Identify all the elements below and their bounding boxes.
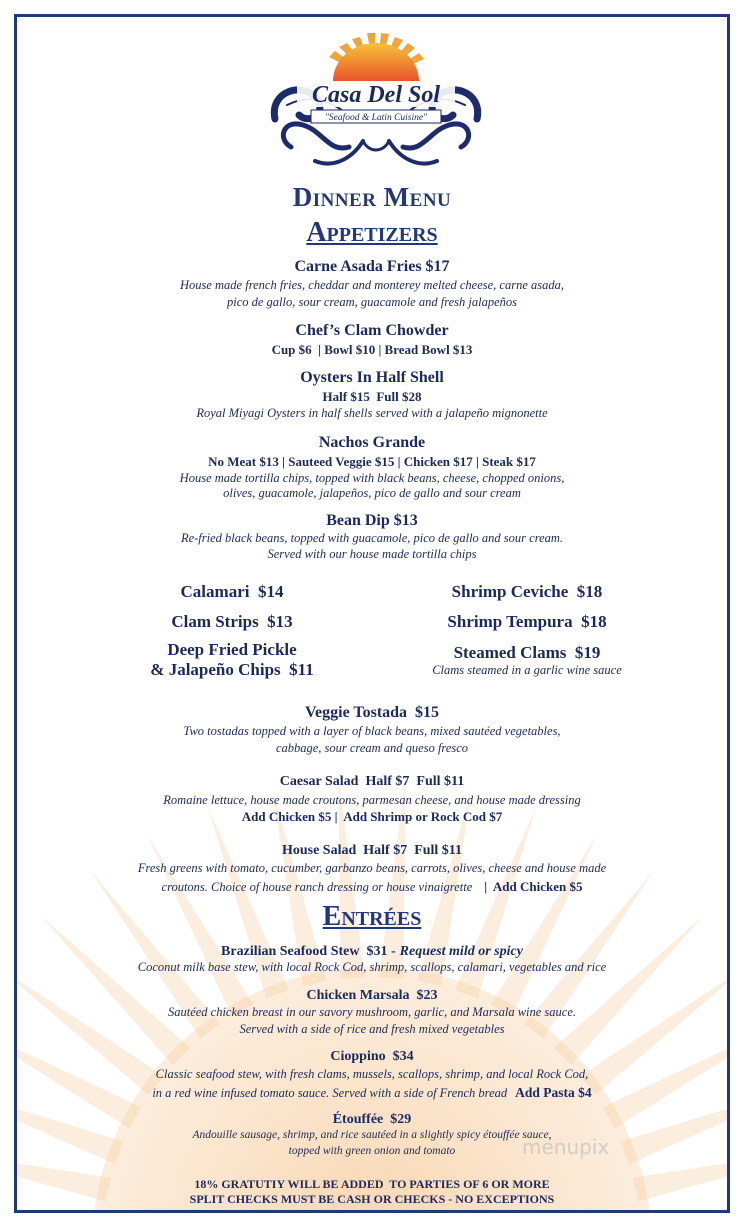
carne-asada-fries-desc-2: pico de gallo, sour cream, guacamole and fresh jalapeños <box>226 295 517 309</box>
caesar-salad-title: Caesar Salad Half $7 Full $11 <box>279 774 465 789</box>
logo-tagline: "Seafood & Latin Cuisine" <box>324 113 428 123</box>
nachos-desc-1: House made tortilla chips, topped with black beans, cheese, chopped onions, <box>179 471 565 485</box>
casa-del-sol-logo <box>267 29 485 169</box>
carne-asada-fries-title: Carne Asada Fries $17 <box>294 258 450 275</box>
appetizers-heading: Appetizers <box>306 217 438 248</box>
etouffee-desc-1: Andouille sausage, shrimp, and rice sautéed in a slightly spicy étouffée sauce, <box>192 1129 552 1141</box>
etouffee-title: Étouffée $29 <box>332 1112 412 1127</box>
veggie-tostada-desc-2: cabbage, sour cream and queso fresco <box>275 741 469 755</box>
caesar-salad-desc: Romaine lettuce, house made croutons, parmesan cheese, and house made dressing <box>163 793 581 807</box>
chicken-marsala-title: Chicken Marsala $23 <box>306 988 438 1003</box>
menu-frame <box>14 14 730 1213</box>
oysters-desc: Royal Miyagi Oysters in half shells served with a jalapeño mignonette <box>196 406 548 420</box>
menu-title: Dinner Menu <box>292 182 452 212</box>
cioppino-desc-2: in a red wine infused tomato sauce. Served with a side of French bread <box>152 1086 508 1100</box>
house-salad-desc-2: croutons. Choice of house ranch dressing or house vinaigrette <box>161 880 473 894</box>
house-salad-line-2 <box>17 878 727 896</box>
split-checks-notice: SPLIT CHECKS MUST BE CASH OR CHECKS - NO EXCEPTIONS <box>189 1192 555 1206</box>
logo-brand-name: Casa Del Sol <box>311 82 441 108</box>
calamari-title: Calamari $14 <box>180 582 284 601</box>
carne-asada-fries-desc-1: House made french fries, cheddar and monterey melted cheese, carne asada, <box>179 278 565 292</box>
steamed-clams-title: Steamed Clams $19 <box>453 643 601 662</box>
bean-dip-title: Bean Dip $13 <box>326 512 418 529</box>
clam-strips-title: Clam Strips $13 <box>171 612 293 631</box>
house-salad-addon: | Add Chicken $5 <box>484 879 583 894</box>
house-salad-desc-1: Fresh greens with tomato, cucumber, garbanzo beans, carrots, olives, cheese and house made <box>137 861 607 875</box>
caesar-salad-addons: Add Chicken $5 | Add Shrimp or Rock Cod $7 <box>241 809 503 824</box>
cioppino-desc-1: Classic seafood stew, with fresh clams, mussels, scallops, shrimp, and local Rock Cod, <box>155 1067 589 1081</box>
bean-dip-desc-1: Re-fried black beans, topped with guacamole, pico de gallo and sour cream. <box>180 531 564 545</box>
oysters-prices: Half $15 Full $28 <box>322 389 422 404</box>
pickle-chips-title-1: Deep Fried Pickle <box>167 640 297 659</box>
bean-dip-desc-2: Served with our house made tortilla chips <box>267 547 477 561</box>
seafood-stew-line <box>17 942 727 960</box>
seafood-stew-desc: Coconut milk base stew, with local Rock Cod, shrimp, scallops, calamari, vegetables and rice <box>137 960 607 974</box>
cioppino-addon: Add Pasta $4 <box>515 1085 592 1100</box>
menupix-watermark: menupix <box>522 1135 610 1159</box>
house-salad-title: House Salad Half $7 Full $11 <box>281 843 463 858</box>
veggie-tostada-desc-1: Two tostadas topped with a layer of black beans, mixed sautéed vegetables, <box>183 724 561 738</box>
shrimp-ceviche-title: Shrimp Ceviche $18 <box>451 582 603 601</box>
seafood-stew-title: Brazilian Seafood Stew $31 - <box>221 944 396 959</box>
entrees-heading: Entrées <box>322 901 422 932</box>
nachos-desc-2: olives, guacamole, jalapeños, pico de gallo and sour cream <box>223 486 521 500</box>
oysters-title: Oysters In Half Shell <box>300 369 444 386</box>
nachos-title: Nachos Grande <box>318 434 426 451</box>
pickle-chips-title-2: & Jalapeño Chips $11 <box>150 660 314 679</box>
veggie-tostada-title: Veggie Tostada $15 <box>304 704 440 721</box>
steamed-clams-desc: Clams steamed in a garlic wine sauce <box>432 663 622 677</box>
cioppino-title: Cioppino $34 <box>330 1049 414 1064</box>
nachos-prices: No Meat $13 | Sauteed Veggie $15 | Chicken $17 | Steak $17 <box>208 454 536 469</box>
chicken-marsala-desc-1: Sautéed chicken breast in our savory mushroom, garlic, and Marsala wine sauce. <box>167 1005 577 1019</box>
clam-chowder-prices: Cup $6 | Bowl $10 | Bread Bowl $13 <box>271 342 473 357</box>
chicken-marsala-desc-2: Served with a side of rice and fresh mixed vegetables <box>239 1022 505 1036</box>
shrimp-tempura-title: Shrimp Tempura $18 <box>447 612 607 631</box>
gratuity-notice: 18% GRATUTIY WILL BE ADDED TO PARTIES OF 6 OR MORE <box>194 1177 550 1191</box>
seafood-stew-note: Request mild or spicy <box>399 944 523 959</box>
etouffee-desc-2: topped with green onion and tomato <box>288 1145 456 1157</box>
clam-chowder-title: Chef’s Clam Chowder <box>295 322 449 339</box>
cioppino-line-2 <box>17 1084 727 1102</box>
